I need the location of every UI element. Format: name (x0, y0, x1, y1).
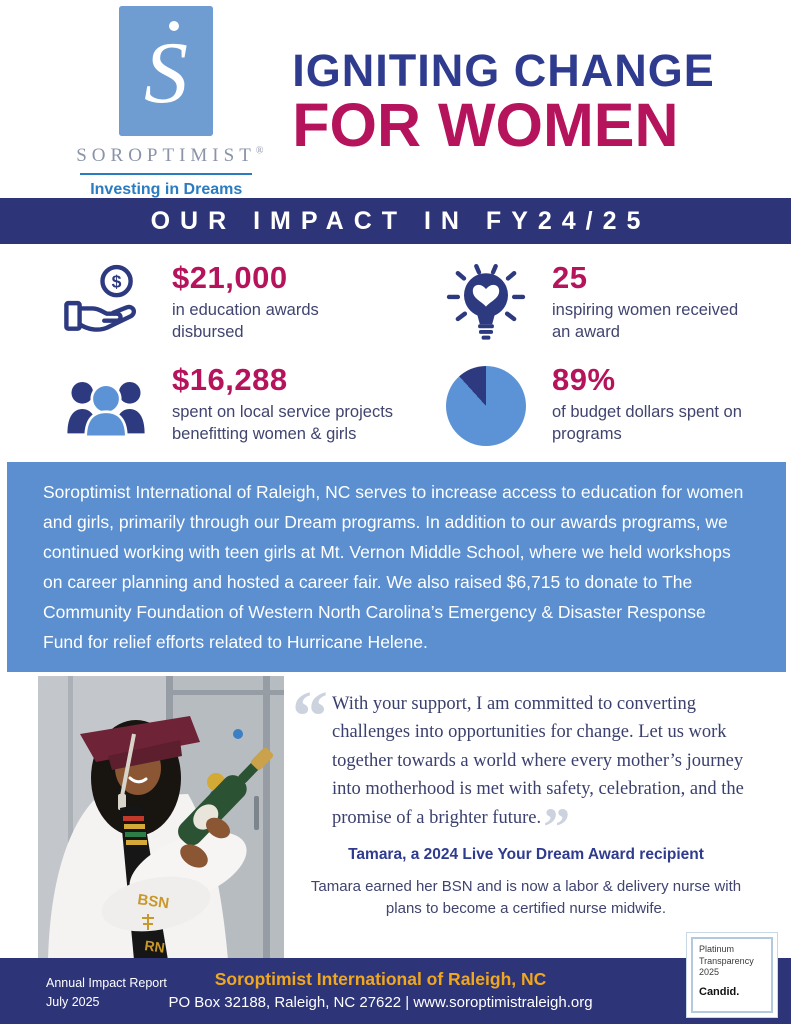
title-line-2: FOR WOMEN (292, 91, 679, 159)
stat-label: inspiring women received an award (552, 301, 739, 342)
badge-brand: Candid. (699, 986, 740, 999)
graduate-photo (38, 676, 284, 960)
svg-text:S: S (144, 24, 189, 122)
badge-line-3: 2025 (699, 967, 720, 978)
footer-address: PO Box 32188, Raleigh, NC 27622 | www.soroptimistraleigh.org (168, 994, 593, 1011)
stat-value: 25 (552, 260, 588, 295)
quote-detail: Tamara earned her BSN and is now a labor & delivery nurse with plans to become a certified nurse midwife. (310, 877, 742, 917)
lightbulb-heart-icon (442, 260, 530, 348)
svg-text:RN: RN (143, 936, 166, 956)
stat-value: 89% (552, 362, 616, 397)
footer-contact (110, 969, 651, 1011)
stat-text (552, 362, 751, 446)
stat-award-recipients (442, 260, 751, 348)
footer-org-name: Soroptimist International of Raleigh, NC (214, 969, 547, 989)
title-line-1: IGNITING CHANGE (292, 45, 715, 96)
stat-text (172, 362, 427, 446)
about-paragraph: Soroptimist International of Raleigh, NC serves to increase access to education for women and girls, primarily through our Dream programs. In addition to our awards programs, we continued working with teen girls at Mt. Vernon Middle School, where we held workshops on career planning and hosted a career fair. We also raised $6,715 to donate to The Community Foundation of Western North Carolina’s Emergency & Disaster Response Fund for relief efforts related to Hurricane Helene. (7, 462, 786, 672)
footer (0, 944, 791, 1024)
stats-grid (0, 244, 791, 460)
brand-divider (80, 173, 252, 175)
soroptimist-monogram-icon (119, 6, 213, 136)
stat-service-projects (62, 362, 432, 450)
stat-budget-programs (442, 362, 751, 450)
stat-text (172, 260, 347, 344)
quote-section (0, 674, 791, 960)
brand-name: SOROPTIMIST® (76, 144, 264, 166)
quote-text: With your support, I am committed to converting challenges into opportunities for change. Let us work together towards a world where every mother’s journey into motherhood is met with safety, celebration, and the promise of a brighter future.” (332, 693, 744, 857)
brand-tagline: Investing in Dreams (90, 180, 243, 198)
stat-text (552, 260, 751, 344)
people-group-icon (62, 362, 150, 450)
report-title: Annual Impact Report (46, 976, 167, 990)
badge-line-2: Transparency (699, 955, 754, 966)
quote-attribution: Tamara, a 2024 Live Your Dream Award recipient (348, 845, 704, 863)
stat-label: of budget dollars spent on programs (552, 403, 742, 444)
pie-chart-icon (442, 362, 530, 450)
registered-mark: ® (255, 145, 264, 157)
svg-text:BSN: BSN (136, 890, 171, 912)
stat-value: $21,000 (172, 260, 288, 295)
stat-label: in education awards disbursed (172, 301, 319, 342)
close-quote-mark-icon: ” (543, 796, 571, 857)
testimonial (292, 675, 760, 920)
badge-inner (691, 937, 773, 1013)
soroptimist-logo (76, 6, 264, 199)
stat-label: spent on local service projects benefitting women & girls (172, 403, 394, 444)
page-title (292, 45, 715, 159)
svg-text:$: $ (111, 271, 122, 292)
stat-value: $16,288 (172, 362, 288, 397)
hand-coin-icon (62, 260, 150, 348)
candid-transparency-badge (686, 932, 778, 1018)
open-quote-mark-icon: “ (292, 675, 328, 756)
report-date: July 2025 (46, 994, 100, 1009)
impact-banner: OUR IMPACT IN FY24/25 (0, 198, 791, 244)
stat-education-awards (62, 260, 432, 348)
header (0, 0, 791, 198)
badge-line-1: Platinum (699, 944, 735, 954)
